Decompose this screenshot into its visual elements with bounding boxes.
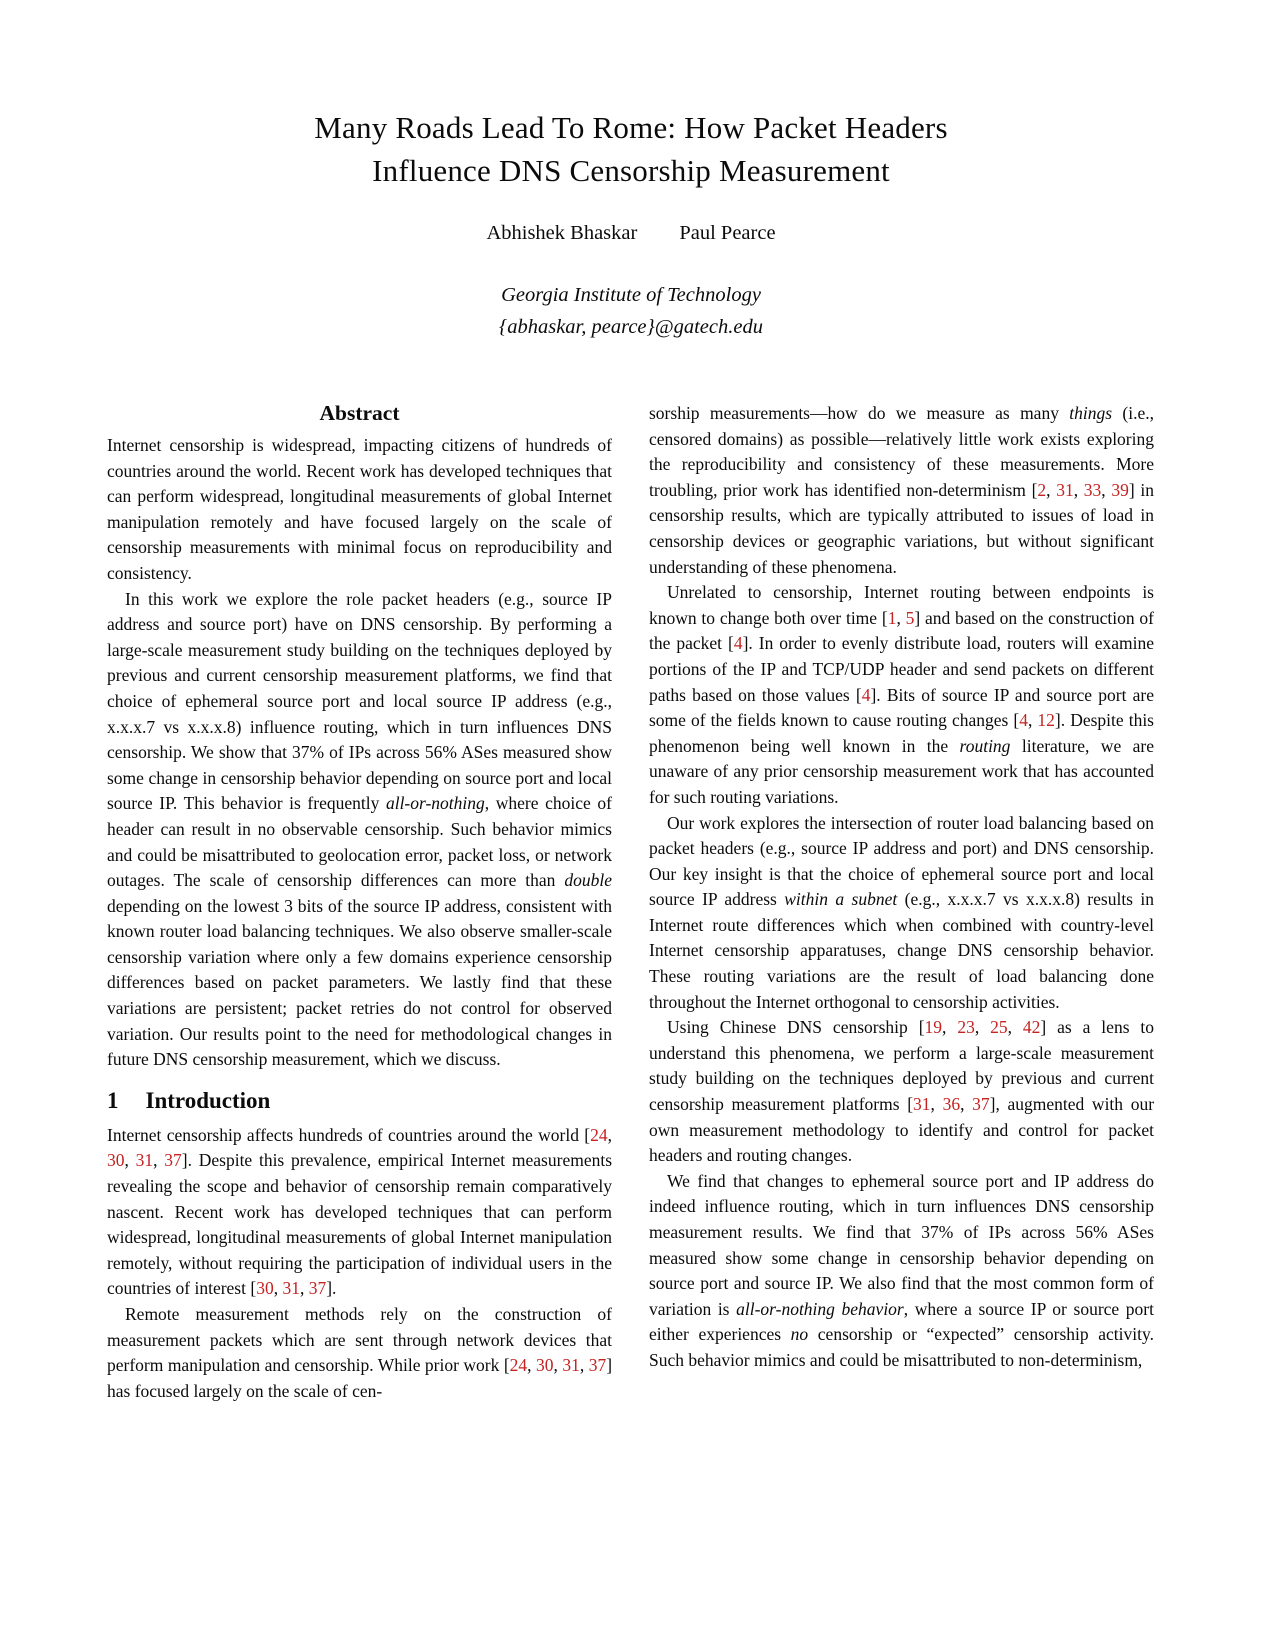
citation-number: 31: [562, 1355, 580, 1376]
abstract-heading: Abstract: [319, 401, 400, 425]
emphasized-text: no: [790, 1324, 809, 1345]
body-text: . Despite this prevalence, empirical Internet measurements revealing the scope and behavior of censorship remain comparatively nascent. Recent work has developed techniques that can perform widespread, longitudinal measurements of global Internet manipulation remotely, without requiring the participation of individual users in the countries of interest: [107, 1150, 613, 1299]
citation-punctuation: ]: [914, 607, 921, 628]
citation-number: 31: [913, 1094, 931, 1115]
paragraph: [649, 811, 1154, 1016]
citation-number: 12: [1037, 710, 1055, 731]
body-text: has focused largely on the scale of cen-: [107, 1380, 383, 1401]
citation-punctuation: [: [1013, 710, 1020, 731]
citation-link[interactable]: [1032, 480, 1135, 500]
body-text: , where a source IP or source port either experiences: [649, 1298, 1154, 1345]
emphasized-text: all-or-nothing behavior: [736, 1298, 904, 1319]
emphasized-text: double: [564, 870, 612, 891]
emphasized-text: things: [1069, 403, 1113, 423]
citation-punctuation: ,: [299, 1278, 309, 1299]
paper-title: [107, 106, 1155, 192]
body-text: . Despite this phenomenon being well known in the: [649, 710, 1154, 756]
introduction-right-text: [649, 401, 1154, 1374]
body-text: . In order to evenly distribute load, routers will examine portions of the IP and TCP/UDP header and send packets on different paths based on those values: [649, 633, 1155, 705]
citation-punctuation: ,: [527, 1355, 537, 1376]
citation-punctuation: ]: [606, 1355, 613, 1376]
body-text: as a lens to understand this phenomena, we perform a large-scale measurement study building on the techniques deployed by previous and current censorship measurement platforms: [649, 1017, 1155, 1115]
citation-punctuation: ,: [273, 1278, 283, 1299]
body-text: in censorship results, which are typically attributed to issues of load in censorship devices or geographic variations, but without significant understanding of these phenomena.: [649, 479, 1154, 577]
citation-number: 25: [990, 1017, 1008, 1038]
citation-punctuation: [: [907, 1094, 914, 1115]
emphasized-text: within a subnet: [784, 889, 898, 910]
citation-punctuation: ,: [579, 1355, 589, 1376]
citation-number: 23: [957, 1017, 975, 1038]
citation-number: 31: [135, 1150, 154, 1171]
citation-link[interactable]: [907, 1094, 995, 1114]
citation-punctuation: ,: [553, 1355, 563, 1376]
citation-number: 19: [924, 1017, 943, 1038]
body-text: Internet censorship is widespread, impacting citizens of hundreds of countries around the world. Recent work has developed techniques that can perform widespread, longitudinal measurements of global Internet manipulation remotely and have focused largely on the scale of censorship measurements with minimal focus on reproducibility and consistency.: [107, 435, 612, 583]
citation-punctuation: ]: [326, 1278, 333, 1299]
section-number: 1: [107, 1087, 119, 1113]
citation-number: 4: [1019, 710, 1028, 731]
citation-punctuation: ]: [742, 633, 749, 654]
citation-link[interactable]: [882, 608, 920, 628]
body-text: (e.g., x.x.x.7 vs x.x.x.8) results in Internet route differences which when combined with country-level Internet censorship apparatuses, change DNS censorship behavior. These routing variations are the result of load balancing done throughout the Internet orthogonal to censorship activities.: [649, 889, 1154, 1012]
body-text: We find that changes to ephemeral source port and IP address do indeed influence routing, which in turn influences DNS censorship measurement results. We find that 37% of IPs across 56% ASes measured show some change in censorship behavior depending on source port and source IP. We also find that the most common form of variation is: [649, 1170, 1154, 1319]
body-text: and based on the construction of the packet: [649, 607, 1155, 654]
citation-number: 30: [107, 1150, 125, 1171]
body-text: depending on the lowest 3 bits of the source IP address, consistent with known router load balancing techniques. We also observe smaller-scale censorship variation where only a few domains experience censorship differences based on packet parameters. We lastly find that these variations are persistent; packet retries do not control for observed variation. Our results point to the need for methodological changes in future DNS censorship measurement, which we discuss.: [107, 895, 612, 1070]
author-name: Paul Pearce: [679, 222, 776, 244]
citation-number: 31: [1056, 479, 1074, 500]
citation-link[interactable]: [919, 1017, 1047, 1037]
body-text: sorship measurements—how do we measure as many: [649, 403, 1070, 423]
citation-punctuation: ]: [1054, 710, 1061, 731]
body-text: (i.e., censored domains) as possible—relatively little work exists exploring the reproducibility and consistency of these measurements. More troubling, prior work has identified non-determinism: [649, 403, 1154, 500]
citation-punctuation: ]: [989, 1094, 996, 1115]
emphasized-text: all-or-nothing: [385, 793, 485, 814]
citation-punctuation: ,: [1027, 710, 1038, 731]
body-text: Internet censorship affects hundreds of countries around the world: [107, 1124, 585, 1145]
paragraph: [649, 401, 1154, 580]
paragraph: [649, 580, 1154, 810]
paragraph: [107, 1302, 612, 1404]
right-column: [649, 401, 1154, 1404]
citation-punctuation: ,: [960, 1094, 973, 1115]
body-text: In this work we explore the role packet headers (e.g., source IP address and source port) have on DNS censorship. By performing a large-scale measurement study building on the techniques deployed by previous and current censorship measurement platforms, we find that choice of ephemeral source port and local source IP address (e.g., x.x.x.7 vs x.x.x.8) influence routing, which in turn influences DNS censorship. We show that 37% of IPs across 56% ASes measured show some change in censorship behavior depending on source port and local source IP. This behavior is frequently: [107, 588, 612, 814]
citation-punctuation: ]: [181, 1150, 188, 1171]
introduction-left-text: [107, 1123, 612, 1405]
citation-punctuation: [: [918, 1017, 925, 1038]
paragraph: [107, 587, 612, 1073]
citation-number: 37: [972, 1094, 990, 1115]
citation-punctuation: [: [584, 1124, 591, 1145]
left-column: [107, 401, 612, 1404]
citation-punctuation: ,: [942, 1017, 958, 1038]
citation-link[interactable]: [1013, 710, 1060, 730]
affiliation-email: {abhaskar, pearce}@gatech.edu: [499, 316, 763, 338]
citation-punctuation: [: [728, 633, 734, 654]
citation-punctuation: ]: [1128, 479, 1135, 500]
body-text: , augmented with our own measurement methodology to identify and control for packet headers and routing changes.: [649, 1094, 1155, 1166]
citation-punctuation: ,: [1101, 479, 1112, 500]
body-text: .: [332, 1278, 337, 1299]
authors-line: [107, 222, 1155, 245]
citation-punctuation: [: [250, 1278, 257, 1299]
body-text: Using Chinese DNS censorship: [667, 1017, 919, 1038]
citation-punctuation: [: [881, 607, 888, 628]
citation-link[interactable]: [250, 1278, 332, 1298]
paper-title-line2: Influence DNS Censorship Measurement: [372, 153, 890, 188]
body-text: . Bits of source IP and source port are some of the fields known to cause routing changes: [649, 684, 1154, 731]
paper-header: [0, 0, 1275, 343]
citation-punctuation: [: [503, 1355, 510, 1376]
citation-punctuation: ,: [1046, 479, 1057, 500]
citation-number: 37: [308, 1278, 327, 1299]
body-text: Our work explores the intersection of router load balancing based on packet headers (e.g., source IP address and port) and DNS censorship. Our key insight is that the choice of ephemeral source port and local source IP address: [649, 812, 1154, 910]
paragraph: [107, 433, 612, 587]
citation-punctuation: ,: [607, 1124, 612, 1145]
citation-number: 4: [861, 684, 871, 705]
citation-number: 4: [733, 633, 743, 654]
two-column-body: [0, 401, 1275, 1404]
citation-number: 30: [536, 1355, 554, 1376]
citation-number: 36: [942, 1094, 961, 1115]
body-text: Unrelated to censorship, Internet routing between endpoints is known to change both over time: [649, 582, 1154, 628]
citation-punctuation: ,: [974, 1017, 991, 1038]
paragraph: [649, 1015, 1154, 1169]
body-text: censorship or “expected” censorship activity. Such behavior mimics and could be misattributed to non-determinism,: [649, 1324, 1154, 1370]
citation-number: 37: [588, 1355, 607, 1376]
citation-number: 24: [590, 1124, 608, 1145]
author-name: Abhishek Bhaskar: [486, 222, 638, 244]
citation-punctuation: [: [855, 684, 862, 705]
citation-number: 42: [1022, 1017, 1041, 1038]
abstract-body: [107, 433, 612, 1073]
section-heading-introduction: [107, 1088, 612, 1114]
citation-punctuation: ,: [153, 1150, 165, 1171]
citation-number: 24: [509, 1355, 528, 1376]
paragraph: [107, 1123, 612, 1302]
paper-title-line1: Many Roads Lead To Rome: How Packet Headers: [314, 110, 948, 145]
citation-punctuation: ,: [1073, 479, 1084, 500]
citation-punctuation: ,: [896, 607, 906, 628]
citation-punctuation: ]: [870, 684, 877, 705]
section-title: Introduction: [145, 1087, 271, 1113]
citation-punctuation: [: [1031, 479, 1038, 500]
citation-link[interactable]: [856, 685, 876, 705]
affiliation-block: [107, 279, 1155, 343]
citation-punctuation: ,: [930, 1094, 943, 1115]
paragraph: [649, 1169, 1154, 1374]
citation-number: 37: [164, 1150, 182, 1171]
emphasized-text: routing: [959, 735, 1011, 756]
citation-number: 1: [887, 607, 897, 628]
citation-number: 39: [1111, 479, 1129, 500]
citation-number: 2: [1037, 479, 1047, 500]
citation-punctuation: ,: [124, 1150, 136, 1171]
citation-number: 31: [282, 1278, 300, 1299]
citation-punctuation: ,: [1007, 1017, 1023, 1038]
citation-number: 33: [1083, 479, 1102, 500]
affiliation-name: Georgia Institute of Technology: [501, 284, 761, 306]
citation-punctuation: ]: [1040, 1017, 1047, 1038]
citation-number: 30: [256, 1278, 274, 1299]
body-text: , where choice of header can result in no observable censorship. Such behavior mimics and could be misattributed to geolocation error, packet loss, or network outages. The scale of censorship differences can more than: [107, 793, 612, 891]
citation-link[interactable]: [504, 1355, 612, 1375]
body-text: literature, we are unaware of any prior censorship measurement work that has accounted for such routing variations.: [649, 735, 1154, 807]
body-text: Remote measurement methods rely on the construction of measurement packets which are sent through network devices that perform manipulation and censorship. While prior work: [107, 1304, 612, 1376]
citation-link[interactable]: [728, 633, 748, 653]
citation-number: 5: [905, 607, 915, 628]
